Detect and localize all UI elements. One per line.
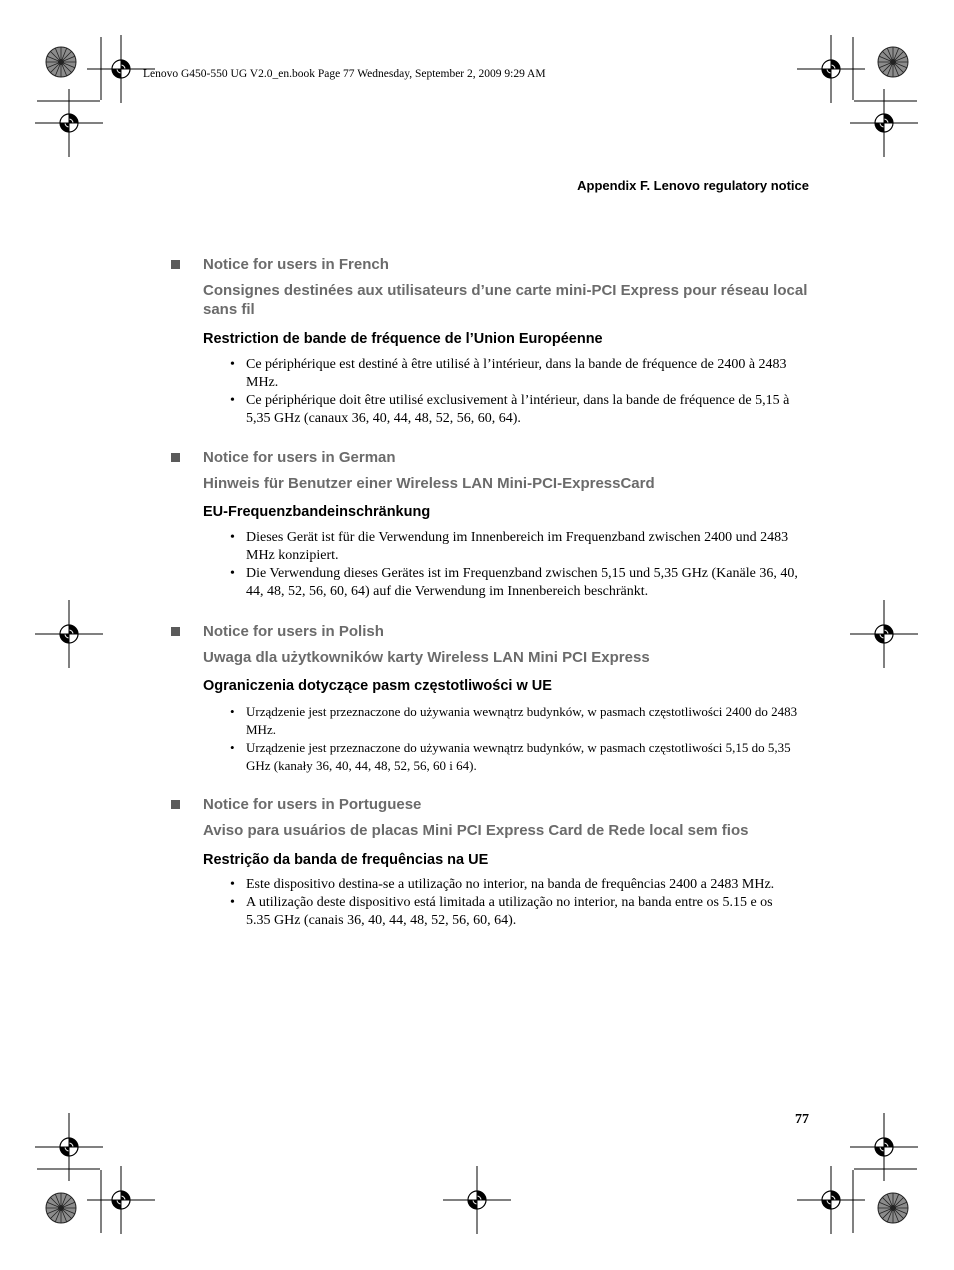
- bullet-list: [230, 703, 810, 775]
- notice-title: Notice for users in French: [203, 256, 389, 273]
- bullet-dot-icon: •: [230, 704, 235, 719]
- bullet-dot-icon: •: [230, 740, 235, 755]
- notice-title: Notice for users in Polish: [203, 623, 384, 640]
- list-item-text: Este dispositivo destina-se a utilização no interior, na banda de frequências 2400 a 2483 MHz.: [246, 877, 775, 892]
- list-item-text: A utilização deste dispositivo está limitada a utilização no interior, na banda entre os 5.15 e os 5.35 GHz (canais 36, 40, 44, 48, 52, 56, 60, 64).: [246, 895, 773, 928]
- bullet-dot-icon: •: [230, 566, 235, 581]
- restriction-heading: EU-Frequenzbandeinschränkung: [203, 504, 431, 520]
- restriction-heading: Ograniczenia dotyczące pasm częstotliwości w UE: [203, 678, 552, 694]
- notice-subtitle: Uwaga dla użytkowników karty Wireless LAN Mini PCI Express: [203, 649, 650, 666]
- square-bullet-icon: [171, 453, 180, 462]
- list-item: [230, 739, 810, 775]
- list-item: [230, 876, 790, 894]
- notice-subtitle: Consignes destinées aux utilisateurs d’une carte mini-PCI Express pour réseau local sans fil: [203, 282, 808, 318]
- list-item: [230, 356, 810, 392]
- list-item: [230, 703, 810, 739]
- bullet-list: [230, 356, 810, 428]
- list-item-text: Urządzenie jest przeznaczone do używania wewnątrz budynków, w pasmach częstotliwości 5,15 do 5,35 GHz (kanały 36, 40, 44, 48, 52, 56, 60 i 64).: [246, 740, 791, 773]
- print-slug: Lenovo G450-550 UG V2.0_en.book Page 77 Wednesday, September 2, 2009 9:29 AM: [143, 68, 546, 80]
- bullet-list: [230, 876, 790, 930]
- bullet-dot-icon: •: [230, 895, 235, 910]
- square-bullet-icon: [171, 800, 180, 809]
- restriction-heading: Restrição da banda de frequências na UE: [203, 852, 489, 868]
- square-bullet-icon: [171, 260, 180, 269]
- notice-title: Notice for users in Portuguese: [203, 796, 422, 813]
- notice-subtitle: Hinweis für Benutzer einer Wireless LAN Mini-PCI-ExpressCard: [203, 475, 655, 492]
- list-item-text: Die Verwendung dieses Gerätes ist im Frequenzband zwischen 5,15 und 5,35 GHz (Kanäle 36, 40, 44, 48, 52, 56, 60, 64) auf die Verwendung im Innenbereich beschränkt.: [246, 566, 798, 599]
- restriction-heading: Restriction de bande de fréquence de l’Union Européenne: [203, 331, 603, 347]
- list-item: [230, 565, 810, 601]
- bullet-dot-icon: •: [230, 877, 235, 892]
- bullet-dot-icon: •: [230, 357, 235, 372]
- list-item: [230, 894, 790, 930]
- list-item: [230, 529, 810, 565]
- notice-title: Notice for users in German: [203, 449, 396, 466]
- list-item-text: Dieses Gerät ist für die Verwendung im Innenbereich im Frequenzband zwischen 2400 und 2483 MHz konzipiert.: [246, 530, 789, 563]
- square-bullet-icon: [171, 627, 180, 636]
- list-item-text: Urządzenie jest przeznaczone do używania wewnątrz budynków, w pasmach częstotliwości 2400 do 2483 MHz.: [246, 704, 798, 737]
- notice-subtitle: Aviso para usuários de placas Mini PCI Express Card de Rede local sem fios: [203, 822, 749, 839]
- bullet-list: [230, 529, 810, 601]
- page-number: 77: [795, 1112, 809, 1127]
- list-item-text: Ce périphérique doit être utilisé exclusivement à l’intérieur, dans la bande de fréquence de 5,15 à 5,35 GHz (canaux 36, 40, 44, 48, 52, 56, 60, 64).: [246, 393, 790, 426]
- bullet-dot-icon: •: [230, 530, 235, 545]
- list-item-text: Ce périphérique est destiné à être utilisé à l’intérieur, dans la bande de fréquence de 2400 à 2483 MHz.: [246, 357, 787, 390]
- running-head: Appendix F. Lenovo regulatory notice: [577, 178, 809, 193]
- bullet-dot-icon: •: [230, 393, 235, 408]
- list-item: [230, 392, 810, 428]
